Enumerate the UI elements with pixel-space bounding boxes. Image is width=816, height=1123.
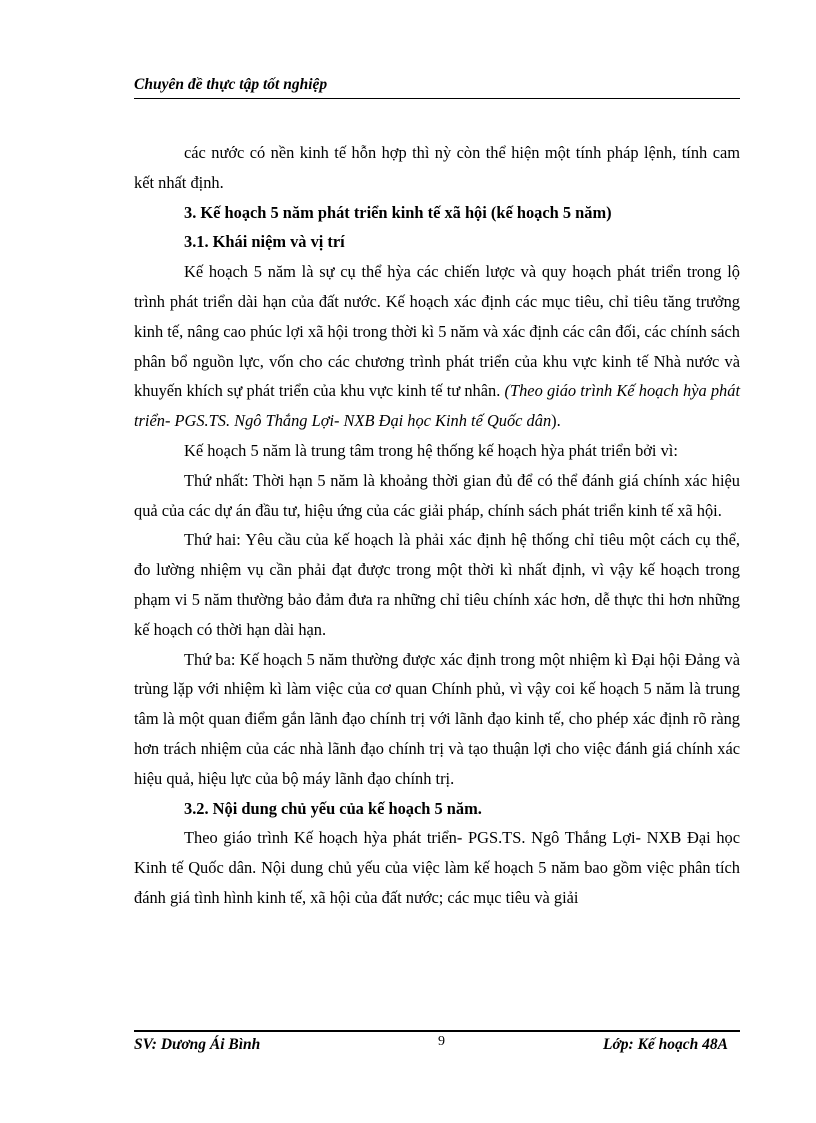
page-body: [134, 138, 740, 913]
header-title: Chuyên đề thực tập tốt nghiệp: [134, 76, 328, 93]
page-header: [134, 76, 740, 99]
citation: (Theo giáo trình Kế hoạch hỳa phát triển- PGS.TS. Ngô Thắng Lợi- NXB Đại học Kinh tế Quốc dân: [134, 381, 740, 431]
subsection-heading-3-2: 3.2. Nội dung chủ yếu của kế hoạch 5 năm.: [184, 798, 482, 818]
paragraph-third-reason: Thứ ba: Kế hoạch 5 năm thường được xác định trong một nhiệm kì Đại hội Đảng và trùng lặp với nhiệm kì làm việc của cơ quan Chính phủ, vì vậy coi kế hoạch 5 năm là trung tâm là một quan điểm gắn lãnh đạo chính trị với lãnh đạo kinh tế, cho phép xác định rõ ràng hơn trách nhiệm của các nhà lãnh đạo chính trị và tạo thuận lợi cho việc đánh giá chính xác hiệu quả, hiệu lực của bộ máy lãnh đạo chính trị.: [134, 649, 740, 788]
section-heading-3: 3. Kế hoạch 5 năm phát triển kinh tế xã hội (kế hoạch 5 năm): [184, 202, 612, 222]
paragraph-definition-text: Kế hoạch 5 năm là sự cụ thể hỳa các chiến lược và quy hoạch phát triển trong lộ trình phát triển dài hạn của đất nước. Kế hoạch xác định các mục tiêu, chỉ tiêu tăng trưởng kinh tế, nâng cao phúc lợi xã hội trong thời kì 5 năm và xác định các cân đối, các chính sách phân bổ nguồn lực, vốn cho các chương trình phát triển của khu vực kinh tế Nhà nước và khuyến khích sự phát triển của khu vực kinh tế tư nhân.: [134, 262, 740, 401]
paragraph-continuation: các nước có nền kinh tế hỗn hợp thì nỳ còn thể hiện một tính pháp lệnh, tính cam kết nhất định.: [134, 143, 740, 192]
paragraph-first-reason: Thứ nhất: Thời hạn 5 năm là khoảng thời gian đủ để có thể đánh giá chính xác hiệu quả của các dự án đầu tư, hiệu ứng của các giải pháp, chính sách phát triển kinh tế xã hội.: [134, 470, 740, 520]
footer-class: Lớp: Kế hoạch 48A: [603, 1036, 728, 1053]
paragraph-central-role: Kế hoạch 5 năm là trung tâm trong hệ thống kế hoạch hỳa phát triển bởi vì:: [184, 440, 678, 460]
footer-student: SV: Dương Ái Bình: [134, 1036, 261, 1053]
page-footer: [134, 1030, 740, 1058]
citation-end: ).: [551, 411, 561, 431]
paragraph-second-reason: Thứ hai: Yêu cầu của kế hoạch là phải xác định hệ thống chỉ tiêu một cách cụ thể, đo lường nhiệm vụ cần phải đạt được trong một thời kì nhất định, vì vậy kế hoạch trong phạm vi 5 năm thường bảo đảm đưa ra những chỉ tiêu chính xác hơn, dễ thực thi hơn những kế hoạch có thời hạn dài hạn.: [134, 530, 740, 639]
paragraph-content: Theo giáo trình Kế hoạch hỳa phát triển- PGS.TS. Ngô Thắng Lợi- NXB Đại học Kinh tế Quốc dân. Nội dung chủ yếu của việc làm kế hoạch 5 năm bao gồm việc phân tích đánh giá tình hình kinh tế, xã hội của đất nước; các mục tiêu và giải: [134, 828, 740, 907]
subsection-heading-3-1: 3.1. Khái niệm và vị trí: [184, 232, 345, 252]
paragraph-definition: [134, 257, 740, 436]
page-number: 9: [438, 1034, 445, 1049]
